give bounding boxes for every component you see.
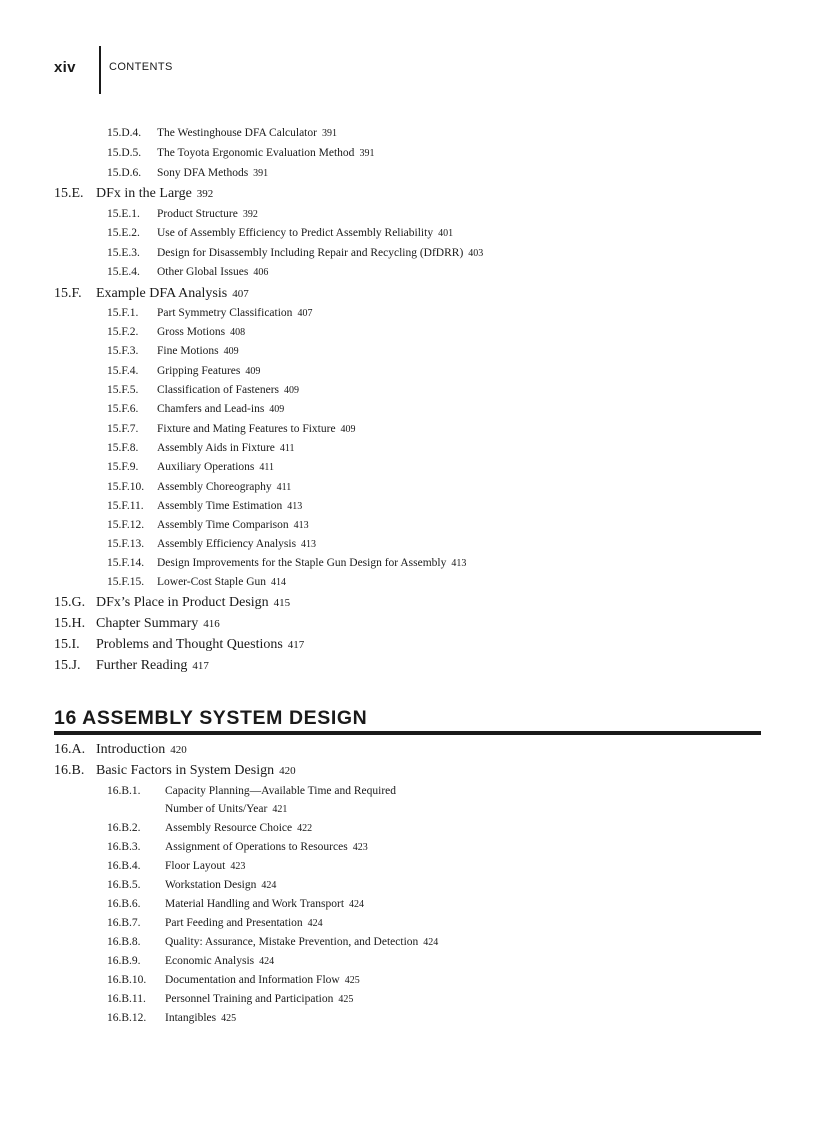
entry-title: Product Structure: [157, 208, 238, 220]
toc-entry-15-f-3[interactable]: [107, 346, 239, 358]
entry-title: Assembly Efficiency Analysis: [157, 538, 297, 550]
entry-title: The Westinghouse DFA Calculator: [157, 127, 317, 139]
chapter-16-heading[interactable]: 16 ASSEMBLY SYSTEM DESIGN: [54, 707, 368, 729]
entry-title: Chamfers and Lead-ins: [157, 403, 265, 415]
entry-page: 411: [276, 482, 292, 493]
entry-number: 15.F.15.: [107, 576, 145, 588]
entry-number: 15.F.6.: [107, 403, 139, 415]
entry-number: 15.E.3.: [107, 247, 140, 259]
section-title: DFx in the Large: [96, 186, 192, 201]
entry-page: 391: [359, 148, 375, 159]
entry-page: 424: [349, 899, 365, 910]
toc-section-15-i[interactable]: [54, 638, 304, 652]
entry-page: 409: [269, 404, 285, 415]
entry-page: 423: [352, 842, 368, 853]
entry-title: Sony DFA Methods: [157, 167, 249, 179]
toc-entry-15-e-1[interactable]: [107, 209, 258, 221]
section-page: 420: [170, 744, 187, 756]
entry-title: Economic Analysis: [165, 955, 255, 967]
section-number: 16.A.: [54, 742, 86, 757]
entry-number: 16.B.11.: [107, 993, 146, 1005]
toc-entry-15-d-4[interactable]: [107, 128, 337, 140]
entry-title: Gross Motions: [157, 326, 226, 338]
section-title: Introduction: [96, 742, 166, 757]
entry-title: Use of Assembly Efficiency to Predict Assembly Reliability: [157, 227, 434, 239]
entry-number: 15.F.3.: [107, 345, 139, 357]
entry-number: 15.F.8.: [107, 442, 139, 454]
entry-number: 16.B.1.: [107, 785, 141, 797]
toc-section-15-j[interactable]: [54, 659, 209, 673]
toc-section-15-e[interactable]: [54, 187, 213, 201]
toc-entry-16-b-9[interactable]: [107, 956, 274, 968]
entry-page: 424: [261, 880, 277, 891]
toc-section-16-a[interactable]: [54, 743, 187, 757]
entry-number: 15.F.13.: [107, 538, 145, 550]
section-page: 417: [192, 660, 209, 672]
toc-entry-15-e-3[interactable]: [107, 248, 483, 260]
entry-title: Documentation and Information Flow: [165, 974, 340, 986]
entry-page: 406: [253, 267, 269, 278]
entry-title: Part Symmetry Classification: [157, 307, 293, 319]
entry-title: Lower-Cost Staple Gun: [157, 576, 267, 588]
toc-entry-15-f-1[interactable]: [107, 308, 312, 320]
toc-entry-16-b-10[interactable]: [107, 975, 360, 987]
section-number: 15.I.: [54, 637, 80, 652]
toc-entry-15-d-5[interactable]: [107, 148, 374, 160]
entry-number: 16.B.9.: [107, 955, 141, 967]
toc-entry-15-f-8[interactable]: [107, 443, 295, 455]
toc-entry-16-b-8[interactable]: [107, 937, 438, 949]
entry-page: 424: [423, 937, 439, 948]
section-page: 416: [203, 618, 220, 630]
toc-entry-16-b-1[interactable]: [107, 786, 396, 798]
entry-number: 15.F.10.: [107, 481, 145, 493]
section-title: Example DFA Analysis: [96, 286, 228, 301]
section-number: 15.E.: [54, 186, 84, 201]
entry-number: 15.F.1.: [107, 307, 139, 319]
entry-page: 411: [259, 462, 275, 473]
entry-page: 409: [223, 346, 239, 357]
entry-title: The Toyota Ergonomic Evaluation Method: [157, 147, 355, 159]
entry-page: 392: [242, 209, 258, 220]
section-title: Basic Factors in System Design: [96, 763, 275, 778]
entry-number: 15.D.4.: [107, 127, 142, 139]
entry-number: 16.B.8.: [107, 936, 141, 948]
entry-number: 16.B.4.: [107, 860, 141, 872]
entry-page: 403: [468, 248, 484, 259]
toc-entry-16-b-11[interactable]: [107, 994, 353, 1006]
toc-entry-16-b-4[interactable]: [107, 861, 245, 873]
entry-number: 15.E.4.: [107, 266, 140, 278]
entry-title: Assembly Choreography: [157, 481, 272, 493]
entry-title: Auxiliary Operations: [157, 461, 255, 473]
entry-number: 16.B.5.: [107, 879, 141, 891]
toc-entry-16-b-5[interactable]: [107, 880, 276, 892]
section-page: 407: [232, 288, 249, 300]
toc-entry-15-f-14[interactable]: [107, 558, 466, 570]
entry-page: 425: [338, 994, 354, 1005]
entry-title: Floor Layout: [165, 860, 226, 872]
section-title: Chapter Summary: [96, 616, 199, 631]
section-page: 392: [196, 188, 214, 200]
entry-page: 411: [279, 443, 295, 454]
entry-page: 425: [221, 1013, 237, 1024]
entry-number: 15.F.14.: [107, 557, 145, 569]
entry-title: Personnel Training and Participation: [165, 993, 334, 1005]
toc-entry-15-f-15[interactable]: [107, 577, 286, 589]
toc-section-15-g[interactable]: [54, 596, 290, 610]
entry-page: 408: [230, 327, 246, 338]
toc-entry-15-e-2[interactable]: [107, 228, 453, 240]
entry-number: 15.D.6.: [107, 167, 142, 179]
entry-number: 16.B.2.: [107, 822, 141, 834]
toc-entry-15-f-6[interactable]: [107, 404, 284, 416]
section-number: 15.G.: [54, 595, 86, 610]
toc-entry-16-b-12[interactable]: [107, 1013, 236, 1025]
entry-title: Gripping Features: [157, 365, 241, 377]
toc-entry-16-b-2[interactable]: [107, 823, 312, 835]
section-page: 417: [287, 639, 305, 651]
toc-section-15-f[interactable]: [54, 287, 249, 301]
entry-number: 15.D.5.: [107, 147, 142, 159]
entry-page: 401: [438, 228, 454, 239]
entry-title: Fine Motions: [157, 345, 219, 357]
section-page: 420: [279, 765, 296, 777]
section-page: 415: [273, 597, 291, 609]
toc-entry-15-f-7[interactable]: [107, 424, 356, 436]
toc-section-15-h[interactable]: [54, 617, 220, 631]
toc-entry-16-b-3[interactable]: [107, 842, 368, 854]
entry-number: 16.B.7.: [107, 917, 141, 929]
entry-title: Capacity Planning—Available Time and Required: [165, 785, 397, 797]
entry-page: 424: [307, 918, 323, 929]
toc-entry-15-e-4[interactable]: [107, 267, 268, 279]
toc-entry-15-f-5[interactable]: [107, 385, 299, 397]
toc-entry-15-f-10[interactable]: [107, 482, 291, 494]
entry-number: 15.E.1.: [107, 208, 140, 220]
toc-entry-15-f-2[interactable]: [107, 327, 245, 339]
entry-title: Intangibles: [165, 1012, 217, 1024]
toc-entry-15-f-11[interactable]: [107, 501, 302, 513]
entry-title: Design for Disassembly Including Repair and Recycling (DfDRR): [157, 247, 464, 259]
entry-page: 424: [259, 956, 275, 967]
entry-number: 15.F.2.: [107, 326, 139, 338]
entry-number: 15.F.5.: [107, 384, 139, 396]
entry-page: 422: [297, 823, 313, 834]
entry-title: Assembly Resource Choice: [165, 822, 293, 834]
entry-number: 15.F.4.: [107, 365, 139, 377]
entry-number: 16.B.3.: [107, 841, 141, 853]
section-number: 15.J.: [54, 658, 81, 673]
toc-entry-15-f-12[interactable]: [107, 520, 309, 532]
entry-page: 413: [293, 520, 309, 531]
entry-title: Assembly Time Estimation: [157, 500, 283, 512]
page-folio: xiv: [54, 59, 76, 76]
entry-page: 391: [253, 168, 269, 179]
entry-page: 409: [340, 424, 356, 435]
entry-title-continued: Number of Units/Year: [165, 803, 268, 815]
section-title: DFx’s Place in Product Design: [96, 595, 269, 610]
entry-number: 16.B.10.: [107, 974, 147, 986]
entry-title: Assignment of Operations to Resources: [165, 841, 348, 853]
entry-title: Quality: Assurance, Mistake Prevention, and Detection: [165, 936, 419, 948]
entry-title: Assembly Time Comparison: [157, 519, 289, 531]
toc-entry-16-b-6[interactable]: [107, 899, 364, 911]
entry-title: Part Feeding and Presentation: [165, 917, 303, 929]
entry-title: Design Improvements for the Staple Gun Design for Assembly: [157, 557, 447, 569]
entry-number: 15.F.7.: [107, 423, 139, 435]
toc-entry-16-b-7[interactable]: [107, 918, 323, 930]
toc-section-16-b[interactable]: [54, 764, 296, 778]
entry-title: Classification of Fasteners: [157, 384, 280, 396]
section-number: 16.B.: [54, 763, 85, 778]
entry-title: Assembly Aids in Fixture: [157, 442, 275, 454]
entry-number: 16.B.6.: [107, 898, 141, 910]
entry-page: 413: [301, 539, 317, 550]
toc-entry-15-d-6[interactable]: [107, 168, 268, 180]
entry-page: 413: [451, 558, 467, 569]
entry-number: 16.B.12.: [107, 1012, 147, 1024]
entry-page: 409: [284, 385, 300, 396]
entry-page: 425: [344, 975, 360, 986]
entry-number: 15.F.11.: [107, 500, 144, 512]
entry-page: 414: [271, 577, 287, 588]
entry-title: Material Handling and Work Transport: [165, 898, 345, 910]
entry-number: 15.F.9.: [107, 461, 139, 473]
entry-page: 391: [321, 128, 337, 139]
toc-entry-15-f-13[interactable]: [107, 539, 316, 551]
entry-page: 407: [297, 308, 313, 319]
entry-page: 423: [230, 861, 246, 872]
entry-number: 15.E.2.: [107, 227, 140, 239]
section-title: Problems and Thought Questions: [96, 637, 283, 652]
section-title: Further Reading: [96, 658, 188, 673]
section-number: 15.H.: [54, 616, 86, 631]
entry-number: 15.F.12.: [107, 519, 145, 531]
entry-page: 413: [287, 501, 303, 512]
toc-entry-16-b-1-continued[interactable]: [165, 803, 287, 815]
entry-page: 421: [272, 804, 288, 815]
toc-entry-15-f-9[interactable]: [107, 462, 274, 474]
running-head-label: CONTENTS: [109, 61, 173, 73]
header-divider: [99, 46, 101, 94]
entry-page: 409: [245, 366, 261, 377]
chapter-heading-rule: [54, 731, 761, 735]
toc-entry-15-f-4[interactable]: [107, 366, 260, 378]
section-number: 15.F.: [54, 286, 82, 301]
entry-title: Other Global Issues: [157, 266, 249, 278]
entry-title: Workstation Design: [165, 879, 257, 891]
entry-title: Fixture and Mating Features to Fixture: [157, 423, 336, 435]
